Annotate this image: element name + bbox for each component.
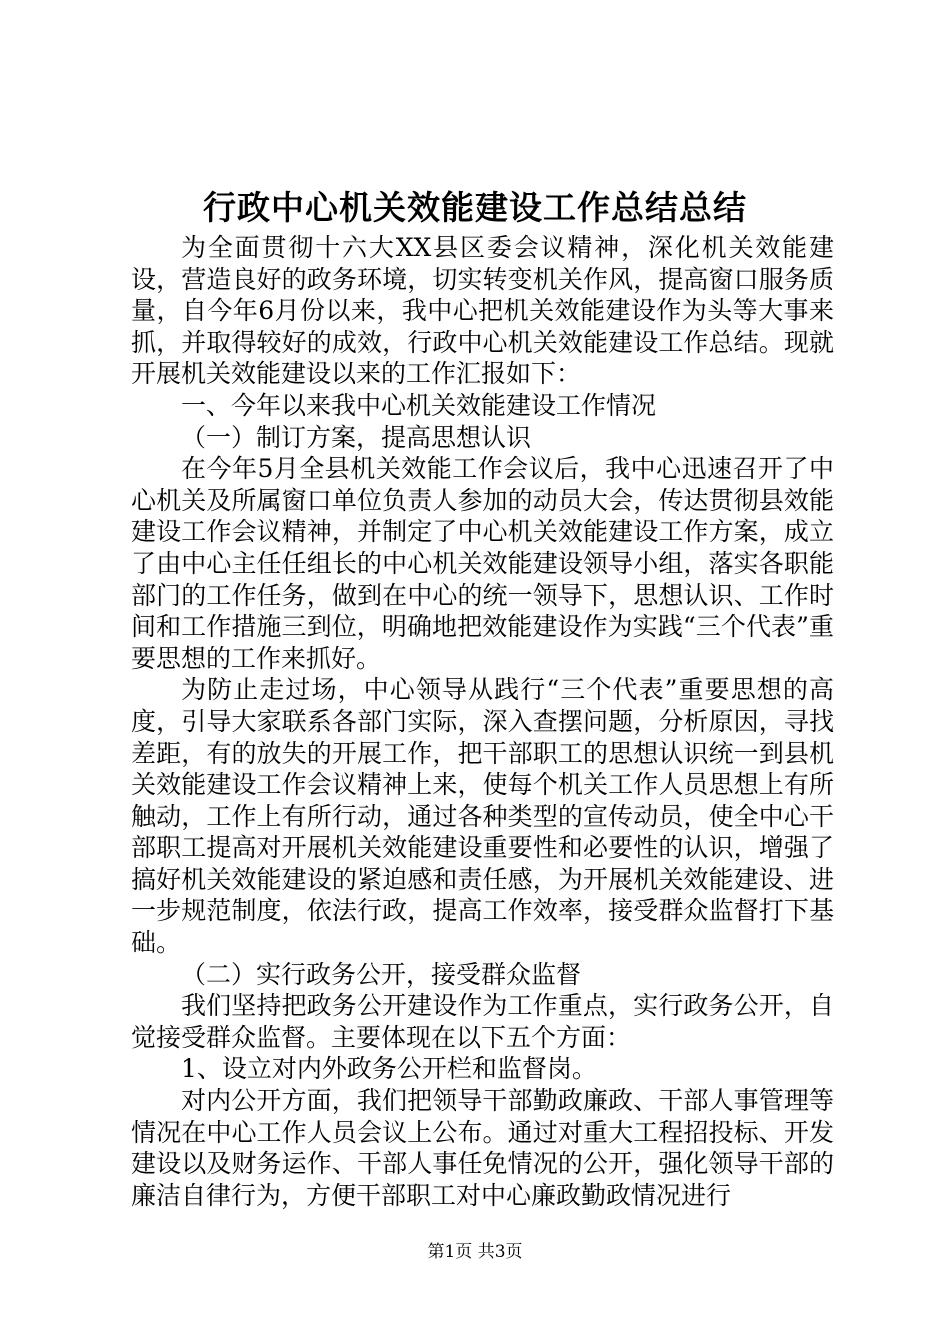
paragraph-internal-disclosure: 对内公开方面，我们把领导干部勤政廉政、干部人事管理等情况在中心工作人员会议上公布。通过对重大工程招投标、开发建设以及财务运作、干部人事任免情况的公开，强化领导干部的廉洁自律行为，方便干部职工对中心廉政勤政情况进行: [131, 1086, 834, 1210]
document-title: 行政中心机关效能建设工作总结总结: [203, 188, 747, 227]
section-heading-1: 一、今年以来我中心机关效能建设工作情况: [181, 390, 657, 420]
paragraph-openness: 我们坚持把政务公开建设作为工作重点，实行政务公开，自觉接受群众监督。主要体现在以下五个方面：: [131, 991, 834, 1052]
paragraph-awareness: 为防止走过场，中心领导从践行“三个代表”重要思想的高度，引导大家联系各部门实际，深入查摆问题，分析原因，寻找差距，有的放失的开展工作，把干部职工的思想认识统一到县机关效能建设工作会议精神上来，使每个机关工作人员思想上有所触动，工作上有所行动，通过各种类型的宣传动员，使全中心干部职工提高对开展机关效能建设重要性和必要性的认识，增强了搞好机关效能建设的紧迫感和责任感，为开展机关效能建设、进一步规范制度，依法行政，提高工作效率，接受群众监督打下基础。: [131, 675, 834, 958]
subsection-heading-1: （一）制订方案，提高思想认识: [181, 422, 532, 452]
paragraph-plan: 在今年5月全县机关效能工作会议后，我中心迅速召开了中心机关及所属窗口单位负责人参加的动员大会，传达贯彻县效能建设工作会议精神，并制定了中心机关效能建设工作方案，成立了由中心主任任组长的中心机关效能建设领导小组，落实各职能部门的工作任务，做到在中心的统一领导下，思想认识、工作时间和工作措施三到位，明确地把效能建设作为实践“三个代表”重要思想的工作来抓好。: [131, 454, 834, 673]
list-item-1: 1、设立对内外政务公开栏和监督岗。: [181, 1054, 597, 1084]
paragraph-intro: 为全面贯彻十六大XX县区委会议精神，深化机关效能建设，营造良好的政务环境，切实转变机关作风，提高窗口服务质量，自今年6月份以来，我中心把机关效能建设作为头等大事来抓，并取得较好的成效，行政中心机关效能建设工作总结。现就开展机关效能建设以来的工作汇报如下：: [131, 233, 834, 389]
document-body: [131, 232, 834, 1211]
subsection-heading-2: （二）实行政务公开，接受群众监督: [181, 959, 582, 989]
page-footer: 第1页 共3页: [427, 1242, 523, 1262]
